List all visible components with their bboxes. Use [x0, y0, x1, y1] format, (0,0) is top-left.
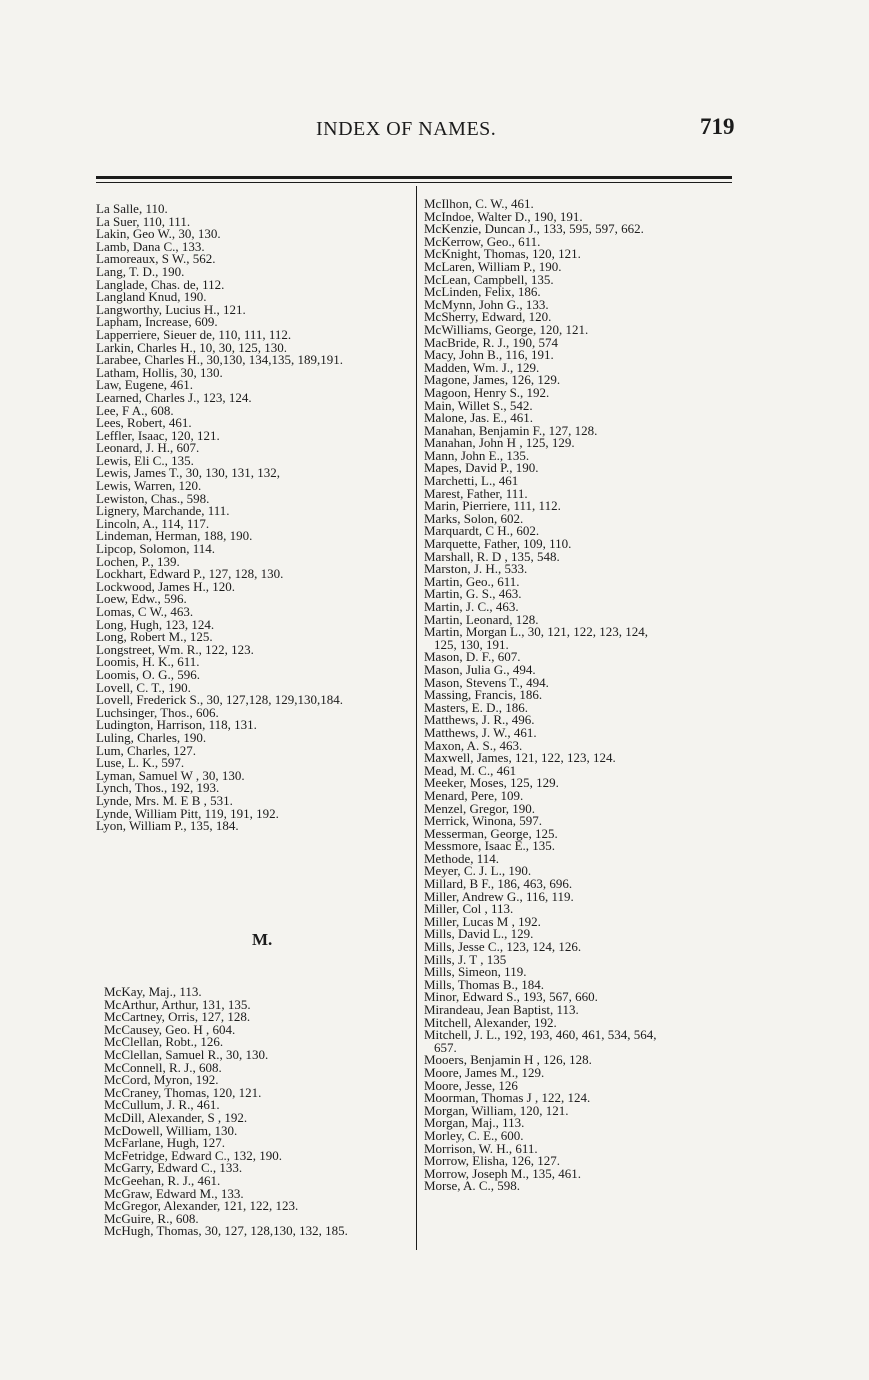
- index-entry: McClellan, Robt., 126.: [104, 1034, 224, 1050]
- index-entry: Lynch, Thos., 192, 193.: [96, 780, 220, 796]
- index-entry: Millard, B F., 186, 463, 696.: [424, 876, 573, 892]
- index-entry: La Salle, 110.: [96, 201, 168, 216]
- index-entry: Miller, Lucas M , 192.: [424, 913, 541, 929]
- index-entry: Miller, Andrew G., 116, 119.: [424, 888, 574, 904]
- index-entry: Lockhart, Edward P., 127, 128, 130.: [96, 566, 284, 582]
- index-entry: Moore, James M., 129.: [424, 1064, 545, 1080]
- index-entry: Long, Robert M., 125.: [96, 629, 213, 645]
- index-entry: Marquardt, C H., 602.: [424, 523, 540, 539]
- index-entry: Messmore, Isaac E., 135.: [424, 838, 556, 854]
- index-entry: Mapes, David P., 190.: [424, 460, 539, 476]
- index-entry: Lewis, Warren, 120.: [96, 478, 202, 494]
- header-rule-thick: [96, 176, 732, 179]
- index-entry: Lovell, C. T., 190.: [96, 679, 191, 695]
- left-column-l-entries: [96, 203, 412, 833]
- index-entry: Morse, A. C., 598.: [424, 1178, 521, 1194]
- index-entry: McCausey, Geo. H , 604.: [104, 1021, 236, 1037]
- index-entry: Massing, Francis, 186.: [424, 687, 543, 703]
- index-entry: McFarlane, Hugh, 127.: [104, 1135, 225, 1151]
- index-entry: McKnight, Thomas, 120, 121.: [424, 246, 581, 262]
- index-entry: Morrow, Elisha, 126, 127.: [424, 1153, 561, 1169]
- index-entry: McCullum, J. R., 461.: [104, 1097, 220, 1113]
- right-column-entries: [424, 198, 734, 1193]
- page-title: INDEX OF NAMES.: [316, 118, 497, 140]
- index-entry: Marin, Pierriere, 111, 112.: [424, 498, 561, 514]
- index-entry: McGuire, R., 608.: [104, 1210, 199, 1226]
- index-entry: Mason, Stevens T., 494.: [424, 674, 549, 690]
- index-entry: Mills, Thomas B., 184.: [424, 976, 545, 992]
- index-entry: Martin, Morgan L., 30, 121, 122, 123, 124,: [424, 624, 648, 640]
- index-entry: McKerrow, Geo., 611.: [424, 233, 541, 249]
- index-entry: Maxon, A. S., 463.: [424, 737, 523, 753]
- index-entry: 125, 130, 191.: [434, 636, 509, 652]
- index-entry: Maxwell, James, 121, 122, 123, 124.: [424, 750, 616, 766]
- index-entry: Lincoln, A., 114, 117.: [96, 515, 210, 531]
- index-entry: McGregor, Alexander, 121, 122, 123.: [104, 1198, 299, 1214]
- index-entry: Mooers, Benjamin H , 126, 128.: [424, 1052, 592, 1068]
- index-entry: McDill, Alexander, S , 192.: [104, 1109, 248, 1125]
- index-entry: Lang, T. D., 190.: [96, 263, 185, 279]
- index-entry: Morgan, William, 120, 121.: [424, 1102, 569, 1118]
- index-entry: Merrick, Winona, 597.: [424, 813, 543, 829]
- index-entry: Manahan, John H , 125, 129.: [424, 435, 575, 451]
- index-entry: Methode, 114.: [424, 850, 499, 866]
- index-entry: Martin, Geo., 611.: [424, 573, 520, 589]
- index-entry: McKay, Maj., 113.: [104, 984, 202, 999]
- index-entry: Morgan, Maj., 113.: [424, 1115, 525, 1131]
- index-entry: Mills, Jesse C., 123, 124, 126.: [424, 939, 582, 955]
- index-entry: Loomis, O. G., 596.: [96, 666, 200, 682]
- index-entry: Lyman, Samuel W , 30, 130.: [96, 767, 245, 783]
- index-entry: McGraw, Edward M., 133.: [104, 1185, 244, 1201]
- index-entry: McCraney, Thomas, 120, 121.: [104, 1084, 262, 1100]
- index-entry: McIlhon, C. W., 461.: [424, 196, 534, 211]
- index-entry: Meyer, C. J. L., 190.: [424, 863, 532, 879]
- index-entry: Marshall, R. D , 135, 548.: [424, 548, 560, 564]
- index-entry: Luchsinger, Thos., 606.: [96, 704, 219, 720]
- index-entry: Larkin, Charles H., 10, 30, 125, 130.: [96, 339, 288, 355]
- index-entry: Lees, Robert, 461.: [96, 415, 192, 431]
- index-entry: Mason, Julia G., 494.: [424, 661, 536, 677]
- index-entry: Luse, L. K., 597.: [96, 755, 185, 771]
- index-entry: Martin, G. S., 463.: [424, 586, 522, 602]
- index-entry: Menard, Pere, 109.: [424, 787, 524, 803]
- index-entry: Moore, Jesse, 126: [424, 1077, 518, 1093]
- page-number: 719: [700, 114, 735, 139]
- index-entry: Morley, C. E., 600.: [424, 1127, 524, 1143]
- index-entry: Malone, Jas. E., 461.: [424, 410, 534, 426]
- index-entry: McGeehan, R. J., 461.: [104, 1172, 221, 1188]
- index-entry: McArthur, Arthur, 131, 135.: [104, 996, 251, 1012]
- index-entry: Lomas, C W., 463.: [96, 604, 194, 619]
- index-entry: McCartney, Orris, 127, 128.: [104, 1009, 251, 1025]
- index-entry: La Suer, 110, 111.: [96, 213, 191, 229]
- index-entry: MacBride, R. J., 190, 574: [424, 334, 558, 350]
- index-entry: Messerman, George, 125.: [424, 825, 558, 841]
- index-entry: Martin, J. C., 463.: [424, 599, 519, 614]
- index-entry: McClellan, Samuel R., 30, 130.: [104, 1046, 269, 1062]
- index-entry: Lewis, Eli C., 135.: [96, 452, 194, 468]
- index-entry: Ludington, Harrison, 118, 131.: [96, 717, 257, 733]
- index-entry: McLaren, William P., 190.: [424, 258, 562, 274]
- index-entry: Menzel, Gregor, 190.: [424, 800, 536, 816]
- index-entry: Lynde, William Pitt, 119, 191, 192.: [96, 805, 279, 821]
- index-entry: Main, Willet S., 542.: [424, 397, 533, 413]
- index-entry: Moorman, Thomas J , 122, 124.: [424, 1090, 591, 1106]
- index-entry: Manahan, Benjamin F., 127, 128.: [424, 422, 598, 438]
- index-entry: Magone, James, 126, 129.: [424, 372, 561, 388]
- index-entry: Marquette, Father, 109, 110.: [424, 536, 572, 552]
- index-entry: Morrison, W. H., 611.: [424, 1140, 538, 1156]
- index-entry: Marks, Solon, 602.: [424, 510, 524, 526]
- index-entry: McDowell, William, 130.: [104, 1122, 238, 1138]
- index-entry: Langworthy, Lucius H., 121.: [96, 301, 246, 317]
- index-entry: Lakin, Geo W., 30, 130.: [96, 226, 221, 242]
- header-rule-thin: [96, 182, 732, 183]
- index-entry: Lovell, Frederick S., 30, 127,128, 129,130,184.: [96, 692, 343, 708]
- index-entry: Loew, Edw., 596.: [96, 591, 187, 607]
- left-column-m-entries: [104, 986, 420, 1238]
- index-entry: Mead, M. C., 461: [424, 762, 517, 778]
- index-entry: Marston, J. H., 533.: [424, 561, 528, 577]
- index-entry: Minor, Edward S., 193, 567, 660.: [424, 989, 598, 1005]
- index-entry: Latham, Hollis, 30, 130.: [96, 364, 223, 380]
- index-entry: Mitchell, J. L., 192, 193, 460, 461, 534, 564,: [424, 1027, 657, 1043]
- index-entry: Law, Eugene, 461.: [96, 377, 193, 393]
- index-entry: Lochen, P., 139.: [96, 553, 180, 569]
- index-entry: McCord, Myron, 192.: [104, 1072, 219, 1088]
- index-entry: Matthews, J. R., 496.: [424, 712, 535, 728]
- index-entry: Longstreet, Wm. R., 122, 123.: [96, 641, 254, 657]
- index-entry: McLinden, Felix, 186.: [424, 284, 541, 300]
- index-entry: Lamoreaux, S W., 562.: [96, 251, 216, 267]
- index-entry: Mason, D. F., 607.: [424, 649, 521, 665]
- index-entry: Mills, Simeon, 119.: [424, 964, 527, 980]
- index-entry: Marchetti, L., 461: [424, 473, 519, 489]
- index-entry: Lipcop, Solomon, 114.: [96, 541, 216, 557]
- index-entry: McWilliams, George, 120, 121.: [424, 321, 589, 337]
- index-entry: McConnell, R. J., 608.: [104, 1059, 222, 1075]
- index-entry: Morrow, Joseph M., 135, 461.: [424, 1165, 581, 1181]
- page-header: [0, 114, 869, 144]
- index-entry: Martin, Leonard, 128.: [424, 611, 539, 627]
- index-entry: Mills, David L., 129.: [424, 926, 534, 942]
- index-entry: Lamb, Dana C., 133.: [96, 238, 205, 254]
- index-entry: Lynde, Mrs. M. E B , 531.: [96, 792, 233, 808]
- index-entry: McSherry, Edward, 120.: [424, 309, 552, 325]
- section-heading-m: M.: [252, 930, 273, 949]
- index-entry: Lewis, James T., 30, 130, 131, 132,: [96, 465, 281, 481]
- index-entry: Lewiston, Chas., 598.: [96, 490, 210, 506]
- index-entry: McFetridge, Edward C., 132, 190.: [104, 1147, 283, 1163]
- index-entry: Magoon, Henry S., 192.: [424, 384, 550, 400]
- index-entry: Lum, Charles, 127.: [96, 742, 197, 758]
- index-entry: Langlade, Chas. de, 112.: [96, 276, 225, 292]
- index-entry: Lyon, William P., 135, 184.: [96, 818, 239, 834]
- index-entry: Lignery, Marchande, 111.: [96, 503, 230, 519]
- index-entry: Macy, John B., 116, 191.: [424, 347, 554, 363]
- index-entry: McHugh, Thomas, 30, 127, 128,130, 132, 185.: [104, 1223, 348, 1239]
- index-entry: Leonard, J. H., 607.: [96, 440, 200, 456]
- index-entry: Langland Knud, 190.: [96, 289, 207, 305]
- index-entry: Lockwood, James H., 120.: [96, 578, 236, 594]
- index-entry: McIndoe, Walter D., 190, 191.: [424, 208, 583, 224]
- index-entry: Mills, J. T , 135: [424, 951, 507, 967]
- index-entry: Marest, Father, 111.: [424, 485, 528, 501]
- index-entry: Madden, Wm. J., 129.: [424, 359, 540, 375]
- index-entry: Lapham, Increase, 609.: [96, 314, 218, 330]
- index-entry: Leffler, Isaac, 120, 121.: [96, 427, 220, 443]
- index-entry: McKenzie, Duncan J., 133, 595, 597, 662.: [424, 221, 644, 237]
- index-entry: Larabee, Charles H., 30,130, 134,135, 189,191.: [96, 352, 343, 368]
- index-entry: 657.: [434, 1039, 457, 1055]
- index-entry: McMynn, John G., 133.: [424, 296, 549, 312]
- index-entry: McGarry, Edward C., 133.: [104, 1160, 243, 1176]
- index-entry: Mirandeau, Jean Baptist, 113.: [424, 1002, 579, 1017]
- index-entry: Mitchell, Alexander, 192.: [424, 1014, 557, 1030]
- index-entry: Learned, Charles J., 123, 124.: [96, 389, 252, 405]
- index-entry: Meeker, Moses, 125, 129.: [424, 775, 559, 791]
- index-entry: Mann, John E., 135.: [424, 447, 530, 463]
- index-entry: Masters, E. D., 186.: [424, 699, 528, 715]
- index-entry: Lindeman, Herman, 188, 190.: [96, 528, 253, 544]
- index-entry: Matthews, J. W., 461.: [424, 724, 537, 740]
- index-entry: Lapperriere, Sieuer de, 110, 111, 112.: [96, 326, 292, 342]
- index-entry: Lee, F A., 608.: [96, 402, 174, 418]
- index-entry: McLean, Campbell, 135.: [424, 271, 554, 287]
- index-entry: Loomis, H. K., 611.: [96, 654, 200, 670]
- index-entry: Long, Hugh, 123, 124.: [96, 616, 215, 632]
- index-entry: Miller, Col , 113.: [424, 901, 514, 917]
- index-entry: Luling, Charles, 190.: [96, 729, 207, 745]
